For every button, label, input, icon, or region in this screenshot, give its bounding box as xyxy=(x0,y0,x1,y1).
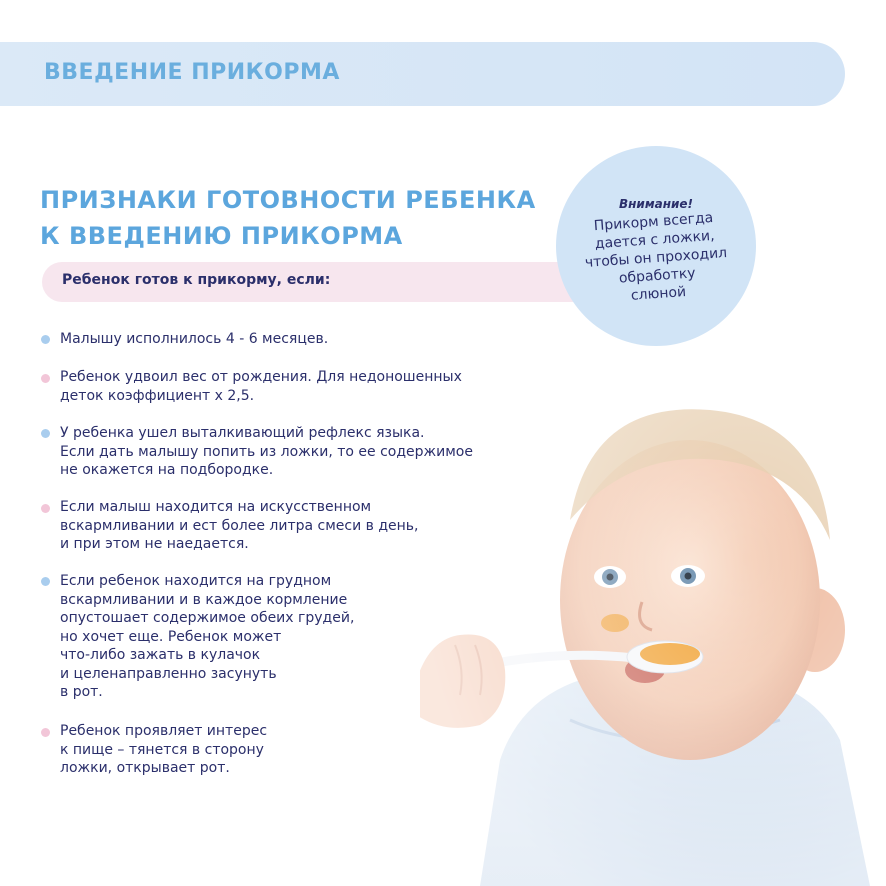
bullet-dot xyxy=(41,374,50,383)
list-item: Малышу исполнилось 4 - 6 месяцев. xyxy=(60,331,329,347)
attention-line: обработку xyxy=(618,265,697,287)
bullet-dot xyxy=(41,335,50,344)
list-item: Ребенок проявляет интерес к пище – тянется в сторону ложки, открывает рот. xyxy=(60,723,268,776)
page-title: ВВЕДЕНИЕ ПРИКОРМА xyxy=(44,60,340,85)
subheading-label: Ребенок готов к прикорму, если: xyxy=(62,272,331,288)
list-item: Если малыш находится на искусственном вскармливании и ест более литра смеси в день, и при этом не наедается. xyxy=(60,499,419,552)
list-item: Ребенок удвоил вес от рождения. Для недоношенных деток коэффициент х 2,5. xyxy=(60,369,462,404)
section-heading-line-1: ПРИЗНАКИ ГОТОВНОСТИ РЕБЕНКА xyxy=(40,186,536,214)
list-item: У ребенка ушел выталкивающий рефлекс языка. Если дать малышу попить из ложки, то ее содержимое не окажется на подбородке. xyxy=(60,425,473,478)
attention-line: слюной xyxy=(630,284,687,304)
bullet-dot xyxy=(41,504,50,513)
attention-line: дается с ложки, xyxy=(594,227,716,253)
bullet-dot xyxy=(41,728,50,737)
baby-photo xyxy=(420,340,886,886)
bullet-dot xyxy=(41,429,50,438)
list-item: Если ребенок находится на грудном вскармливании и в каждое кормление опустошает содержимое обеих грудей, но хочет еще. Ребенок может что-либо зажать в кулачок и целенаправленно засунуть в рот. xyxy=(60,573,355,700)
attention-line: Прикорм всегда xyxy=(593,209,714,235)
bullet-dot xyxy=(41,577,50,586)
section-heading xyxy=(40,182,536,254)
attention-line: чтобы он проходил xyxy=(584,245,728,271)
section-heading-line-2: К ВВЕДЕНИЮ ПРИКОРМА xyxy=(40,222,403,250)
attention-text xyxy=(569,207,743,308)
attention-title: Внимание! xyxy=(618,197,694,211)
